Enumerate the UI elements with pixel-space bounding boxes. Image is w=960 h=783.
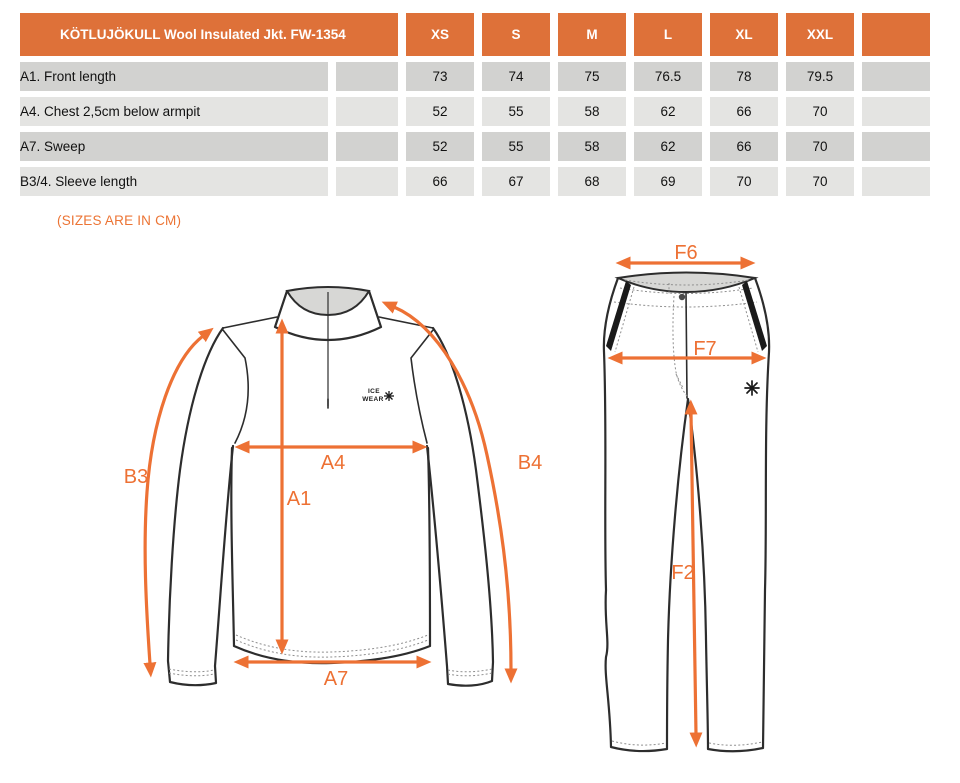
spacer-cell: [336, 62, 398, 91]
pants-technical-drawing: [580, 240, 960, 783]
size-value-cell: 70: [786, 167, 854, 196]
size-value-cell: 69: [634, 167, 702, 196]
size-value-cell: 66: [406, 167, 474, 196]
left-sleeve-outline: [168, 328, 233, 685]
row-label: A4. Chest 2,5cm below armpit: [20, 97, 328, 126]
table-row: [20, 167, 930, 196]
column-header-xxl: XXL: [786, 13, 854, 56]
waist-button: [679, 294, 685, 300]
size-value-cell: 55: [482, 132, 550, 161]
column-header-xs: XS: [406, 13, 474, 56]
left-shoulder-seam: [223, 317, 277, 443]
column-header-s: S: [482, 13, 550, 56]
right-sleeve-outline: [427, 328, 493, 686]
size-value-cell: 70: [786, 97, 854, 126]
column-header-m: M: [558, 13, 626, 56]
hem-stitching: [236, 635, 428, 657]
empty-cell: [862, 132, 930, 161]
right-shoulder-seam: [379, 317, 433, 443]
size-value-cell: 66: [710, 132, 778, 161]
table-row: [20, 97, 930, 126]
a4-measure-label: A4: [320, 452, 346, 474]
size-value-cell: 68: [558, 167, 626, 196]
logo-text-wear: WEAR: [362, 396, 384, 403]
size-value-cell: 62: [634, 132, 702, 161]
left-cuff-stitching: [169, 669, 214, 676]
snowflake-logo-icon: [745, 381, 759, 395]
size-value-cell: 74: [482, 62, 550, 91]
column-header-empty: [862, 13, 930, 56]
size-value-cell: 78: [710, 62, 778, 91]
empty-cell: [862, 62, 930, 91]
jacket-technical-drawing: [90, 256, 560, 783]
row-label: A7. Sweep: [20, 132, 328, 161]
table-header-row: [20, 13, 930, 56]
size-value-cell: 70: [710, 167, 778, 196]
size-value-cell: 66: [710, 97, 778, 126]
center-front-seam: [686, 292, 687, 398]
table-row: [20, 62, 930, 91]
size-value-cell: 76.5: [634, 62, 702, 91]
a7-measure-label: A7: [323, 668, 349, 690]
f2-measure-label: F2: [671, 562, 695, 584]
a1-measure-label: A1: [286, 488, 312, 510]
size-chart-table: [12, 7, 938, 202]
spacer-cell: [336, 97, 398, 126]
b4-measure-label: B4: [517, 452, 543, 474]
product-title: KÖTLUJÖKULL Wool Insulated Jkt. FW-1354: [20, 13, 398, 56]
size-value-cell: 58: [558, 97, 626, 126]
f7-measure-label: F7: [693, 338, 717, 360]
right-cuff-stitching: [448, 669, 492, 676]
logo-text-ice: ICE: [367, 388, 381, 395]
size-value-cell: 52: [406, 97, 474, 126]
empty-cell: [862, 97, 930, 126]
spacer-cell: [336, 132, 398, 161]
size-value-cell: 52: [406, 132, 474, 161]
size-value-cell: 79.5: [786, 62, 854, 91]
units-note: (SIZES ARE IN CM): [57, 213, 182, 228]
size-value-cell: 70: [786, 132, 854, 161]
size-value-cell: 58: [558, 132, 626, 161]
jacket-body-outline: [231, 448, 430, 663]
row-label: B3/4. Sleeve length: [20, 167, 328, 196]
size-value-cell: 73: [406, 62, 474, 91]
b3-measure-label: B3: [123, 466, 149, 488]
size-value-cell: 67: [482, 167, 550, 196]
column-header-xl: XL: [710, 13, 778, 56]
row-label: A1. Front length: [20, 62, 328, 91]
logo-snowflake-icon: [384, 391, 394, 401]
f6-measure-label: F6: [674, 242, 698, 264]
b3-measure-arrow: [145, 336, 203, 664]
spacer-cell: [336, 167, 398, 196]
hem-stitching: [612, 741, 762, 745]
size-value-cell: 75: [558, 62, 626, 91]
size-value-cell: 62: [634, 97, 702, 126]
table-row: [20, 132, 930, 161]
empty-cell: [862, 167, 930, 196]
size-value-cell: 55: [482, 97, 550, 126]
fly-stitching: [669, 283, 687, 396]
column-header-l: L: [634, 13, 702, 56]
